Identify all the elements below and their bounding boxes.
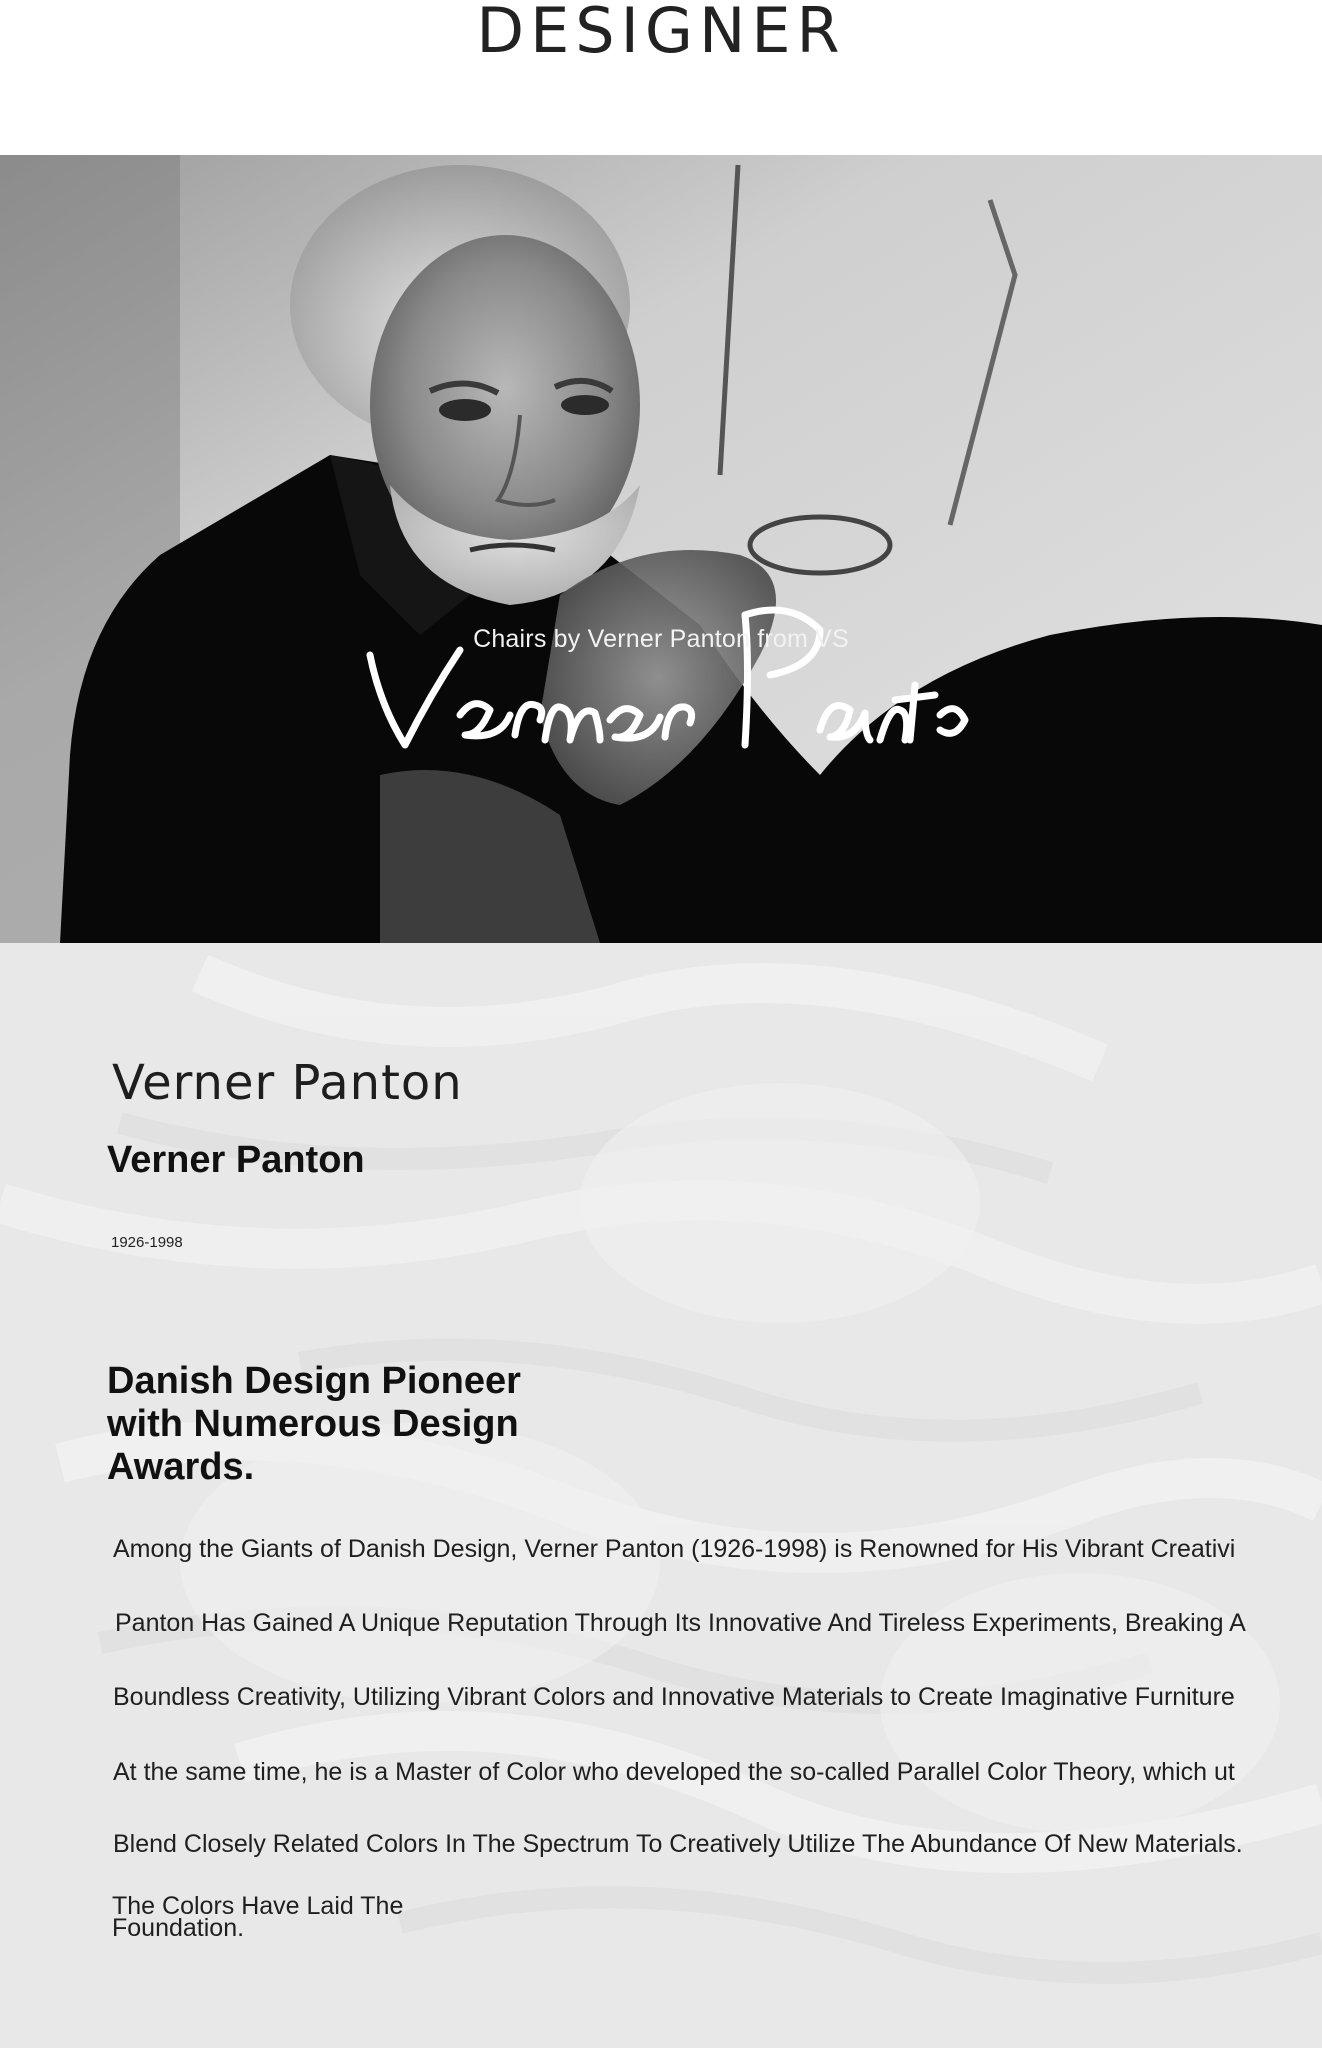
bio-paragraph: At the same time, he is a Master of Color who developed the so-called Parallel Color Theory, which ut xyxy=(113,1758,1235,1786)
designer-profile-section xyxy=(0,943,1322,2048)
hero-subtitle: Chairs by Verner Panton from VS xyxy=(473,625,849,653)
bio-paragraph: Among the Giants of Danish Design, Verner Panton (1926-1998) is Renowned for His Vibrant Creativi xyxy=(113,1535,1236,1563)
designer-name-logo: Verner Panton xyxy=(112,1055,463,1111)
designer-headline: Danish Design Pioneer with Numerous Design Awards. xyxy=(107,1360,521,1488)
hero-portrait-image xyxy=(0,155,1322,943)
brand-header xyxy=(0,0,1322,155)
bio-paragraph: The Colors Have Laid The Foundation. xyxy=(112,1892,404,1942)
designer-lifespan: 1926-1998 xyxy=(111,1234,183,1251)
bio-paragraph: Boundless Creativity, Utilizing Vibrant Colors and Innovative Materials to Create Imaginative Furniture xyxy=(113,1683,1235,1711)
bio-paragraph: Blend Closely Related Colors In The Spectrum To Creatively Utilize The Abundance Of New Materials. xyxy=(113,1830,1243,1858)
designer-name-heading: Verner Panton xyxy=(107,1139,365,1181)
hero-banner xyxy=(0,155,1322,943)
bio-paragraph: Panton Has Gained A Unique Reputation Through Its Innovative And Tireless Experiments, Breaking A xyxy=(115,1609,1246,1637)
brand-title: DESIGNER xyxy=(476,0,846,67)
signature-logo xyxy=(350,595,990,775)
